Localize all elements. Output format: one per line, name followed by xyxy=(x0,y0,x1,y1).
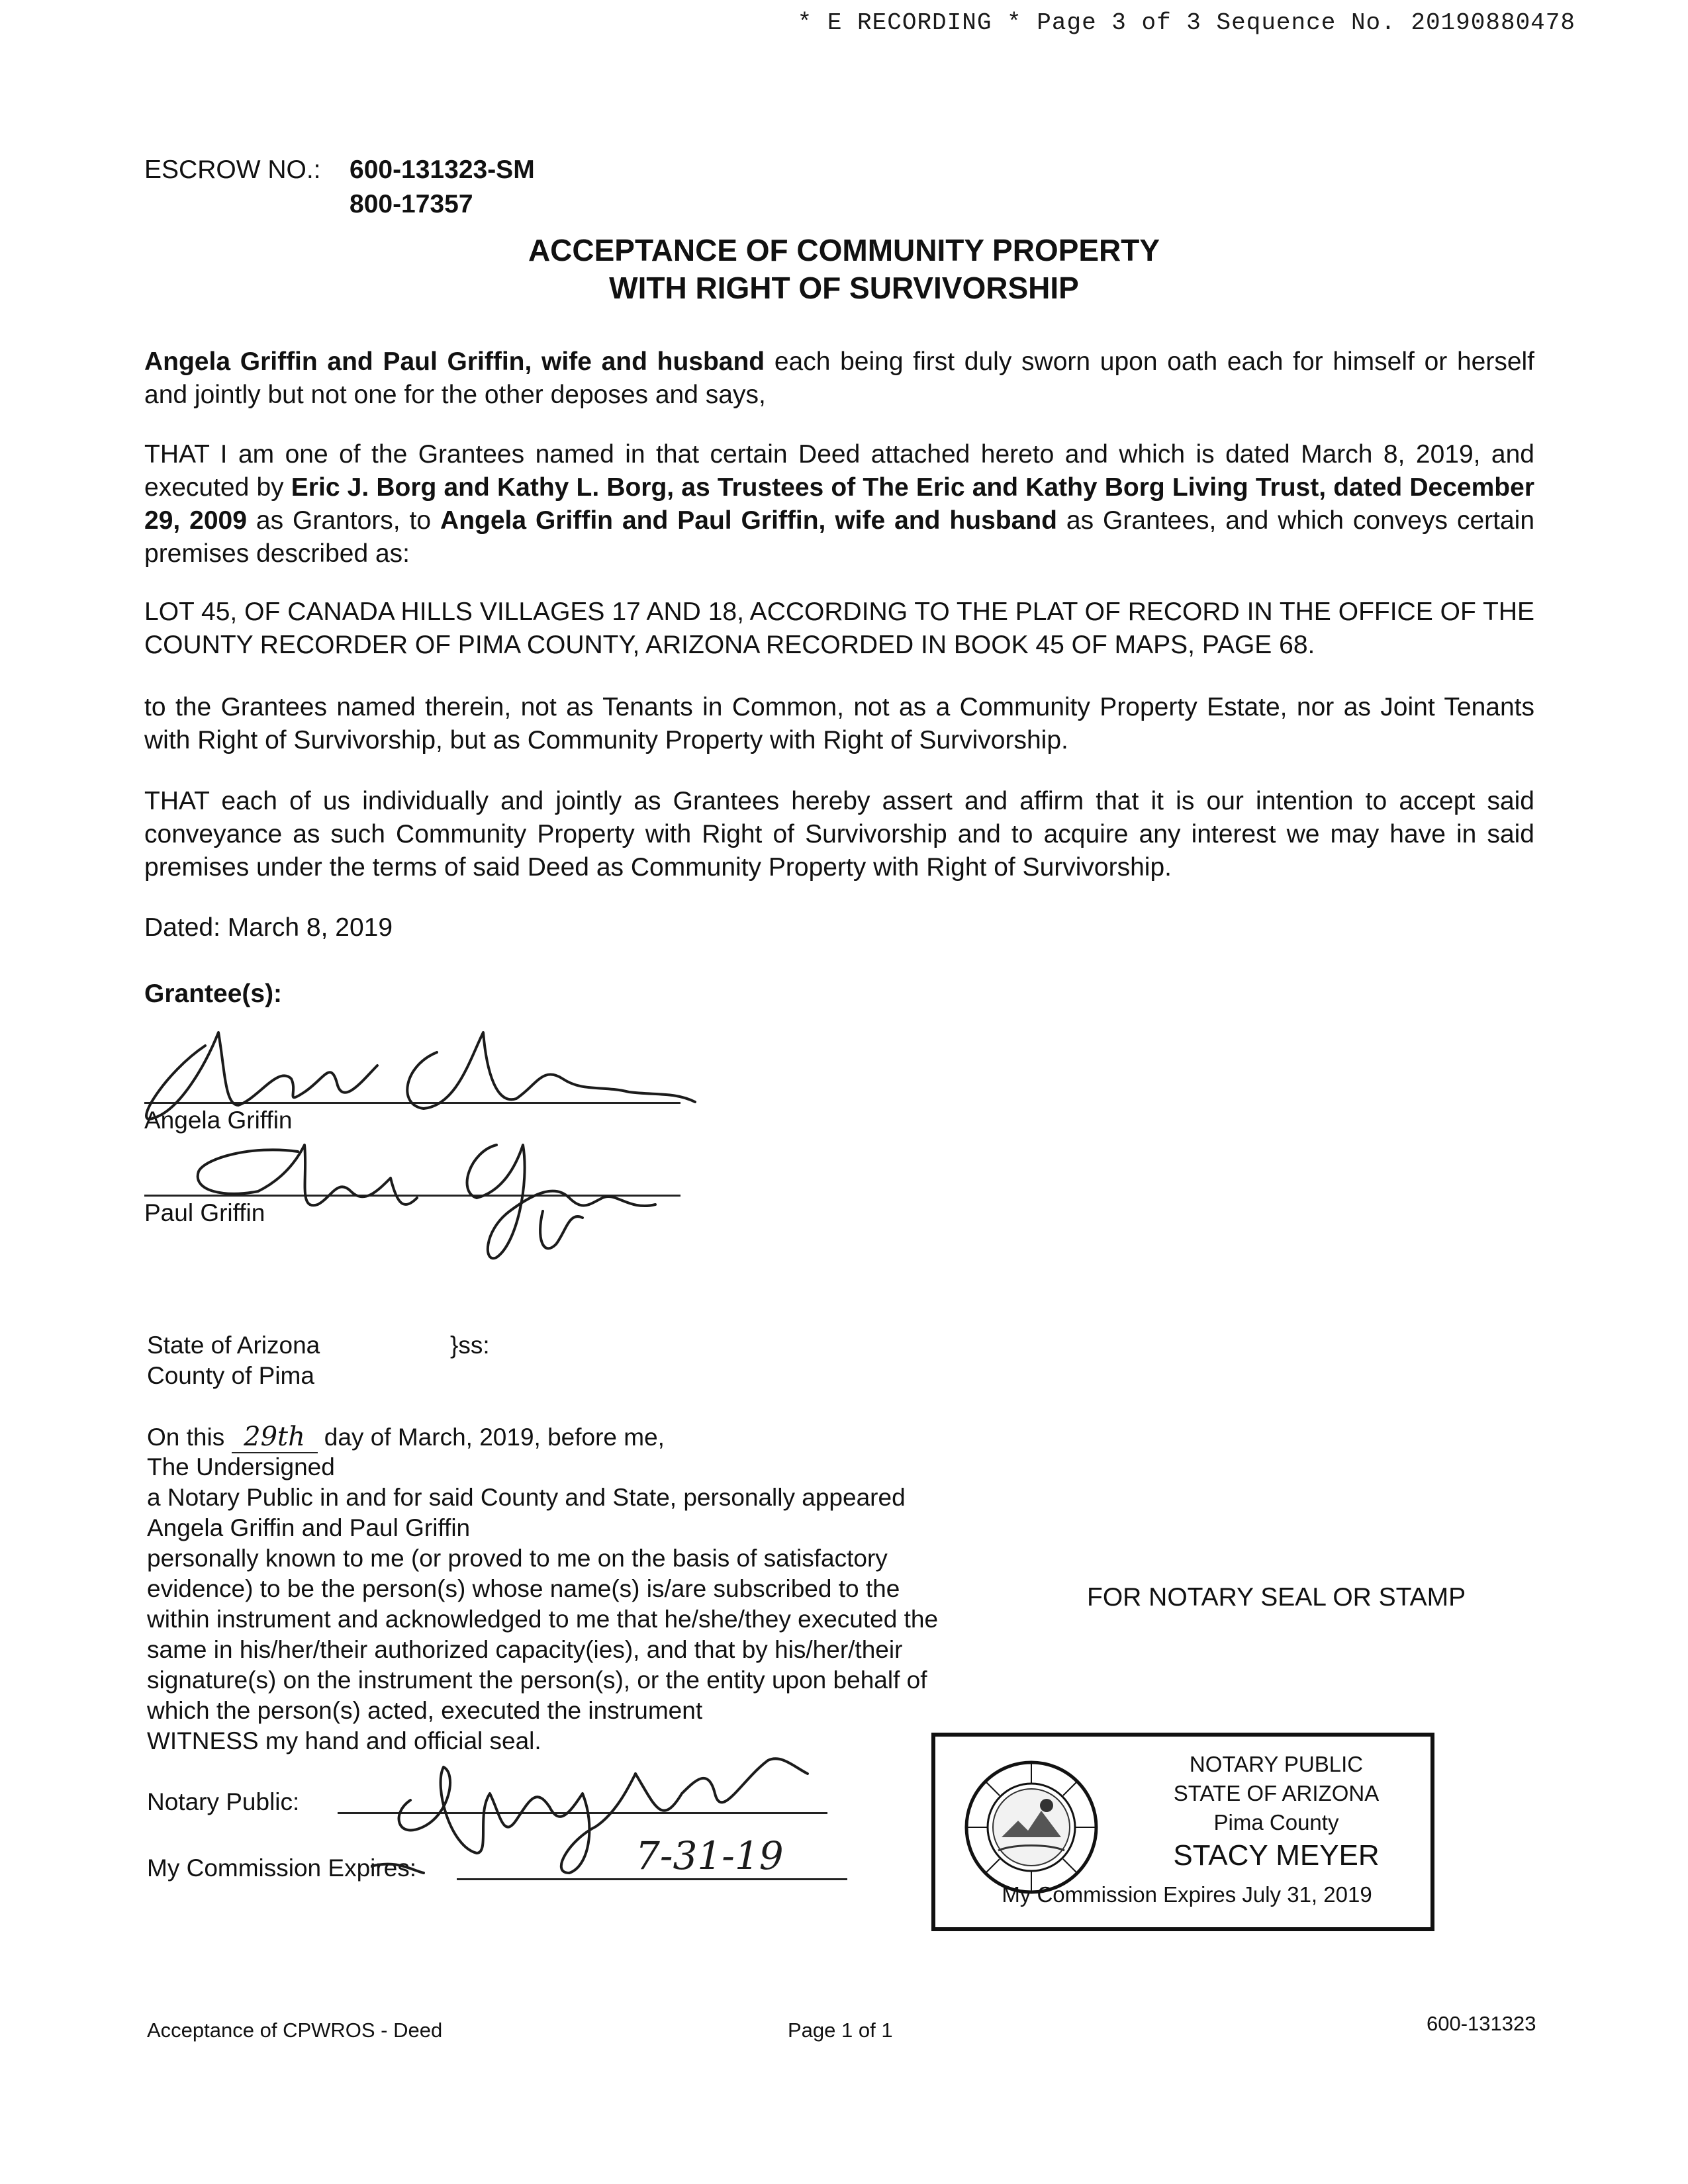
p2-text-b: as Grantors, to xyxy=(246,506,441,535)
p1-rest: each being first duly sworn upon oath each for himself or herself and jointly but not one for the other deposes and says, xyxy=(144,347,1535,409)
grantees-bold-2: Angela Griffin and Paul Griffin, wife and husband xyxy=(440,506,1057,535)
document-title-line1: ACCEPTANCE OF COMMUNITY PROPERTY xyxy=(528,233,1160,267)
grantee-name-paul: Paul Griffin xyxy=(144,1199,265,1226)
notary-county: County of Pima xyxy=(147,1362,314,1389)
dated-line: Dated: March 8, 2019 xyxy=(144,913,393,942)
stamp-commission-expires: My Commission Expires July 31, 2019 xyxy=(1002,1882,1372,1907)
escrow-label: ESCROW NO.: xyxy=(144,156,321,184)
notary-appeared-names: Angela Griffin and Paul Griffin xyxy=(147,1514,471,1541)
escrow-number-2: 800-17357 xyxy=(350,190,473,218)
p2-text-a: THAT I am one of the Grantees named in that certain Deed attached hereto and which is dated March 8, 2019, and executed by xyxy=(144,440,1534,502)
on-this-label: On this xyxy=(147,1424,225,1451)
notary-public-label: Notary Public: xyxy=(147,1788,300,1815)
paragraph-legal-description: LOT 45, OF CANADA HILLS VILLAGES 17 AND 18, ACCORDING TO THE PLAT OF RECORD IN THE OFFICE OF THE COUNTY RECORDER OF PIMA COUNTY, ARIZONA RECORDED IN BOOK 45 OF MAPS, PAGE 68. xyxy=(144,598,1534,659)
notary-line9: signature(s) on the instrument the person(s), or the entity upon behalf of xyxy=(147,1666,927,1694)
commission-expires-label: My Commission Expires: xyxy=(147,1854,417,1882)
notary-state: State of Arizona xyxy=(147,1332,320,1359)
grantees-bold: Angela Griffin and Paul Griffin, wife and husband xyxy=(144,347,765,376)
notary-undersigned: The Undersigned xyxy=(147,1453,335,1480)
notary-stamp xyxy=(931,1733,1434,1931)
paragraph-grantees-tenancy: to the Grantees named therein, not as Tenants in Common, not as a Community Property Estate, nor as Joint Tenants with Right of Survivorship, but as Community Property with Right of Survivorship. xyxy=(144,693,1534,754)
notary-line3: a Notary Public in and for said County and State, personally appeared xyxy=(147,1484,906,1511)
grantors-bold: Eric J. Borg and Kathy L. Borg, as Trustees of The Eric and Kathy Borg Living Trust, dated December 29, 2009 xyxy=(144,473,1534,535)
escrow-number-1: 600-131323-SM xyxy=(350,156,535,184)
stamp-line-state: STATE OF ARIZONA xyxy=(1173,1781,1380,1805)
notary-day-handwritten: 29th xyxy=(232,1422,318,1453)
notary-line7: within instrument and acknowledged to me that he/she/they executed the xyxy=(147,1606,939,1633)
paragraph-deposition xyxy=(144,345,1534,412)
notary-seal-placeholder: FOR NOTARY SEAL OR STAMP xyxy=(1087,1583,1466,1612)
notary-on-this-line xyxy=(147,1422,665,1453)
p2-text-c: as Grantees, and which conveys certain premises described as: xyxy=(144,506,1535,568)
day-of-text: day of March, 2019, before me, xyxy=(324,1424,665,1451)
stamp-line-county: Pima County xyxy=(1213,1810,1339,1835)
notary-ss: }ss: xyxy=(450,1332,490,1359)
notary-line5: personally known to me (or proved to me on the basis of satisfactory xyxy=(147,1545,888,1572)
grantee-name-angela: Angela Griffin xyxy=(144,1107,293,1134)
notary-line8: same in his/her/their authorized capacity(ies), and that by his/her/their xyxy=(147,1636,903,1663)
notary-witness: WITNESS my hand and official seal. xyxy=(147,1727,541,1754)
footer-escrow-number: 600-131323 xyxy=(1427,2012,1536,2035)
stamp-notary-name: STACY MEYER xyxy=(1173,1839,1380,1872)
document-title-line2: WITH RIGHT OF SURVIVORSHIP xyxy=(609,271,1079,305)
footer-document-name: Acceptance of CPWROS - Deed xyxy=(147,2019,443,2042)
notary-signature-drawing xyxy=(371,1714,821,1880)
notary-line6: evidence) to be the person(s) whose name(s) is/are subscribed to the xyxy=(147,1575,900,1602)
grantees-heading: Grantee(s): xyxy=(144,979,283,1008)
stamp-line-notary-public: NOTARY PUBLIC xyxy=(1189,1752,1364,1776)
paragraph-deed xyxy=(144,438,1534,570)
footer-page-number: Page 1 of 1 xyxy=(788,2019,893,2042)
commission-date-handwritten: 7-31-19 xyxy=(635,1833,784,1878)
arizona-state-seal-icon xyxy=(962,1758,1101,1897)
recording-header: * E RECORDING * Page 3 of 3 Sequence No. 20190880478 xyxy=(797,9,1575,36)
notary-line10: which the person(s) acted, executed the instrument xyxy=(147,1697,703,1724)
paragraph-affirmation: THAT each of us individually and jointly as Grantees hereby assert and affirm that it is our intention to accept said conveyance as such Community Property with Right of Survivorship and to acquire any interest we may have in said premises under the terms of said Deed as Community Property with Right of Survivorship. xyxy=(144,787,1534,882)
grantee-signatures-drawing xyxy=(126,993,722,1271)
